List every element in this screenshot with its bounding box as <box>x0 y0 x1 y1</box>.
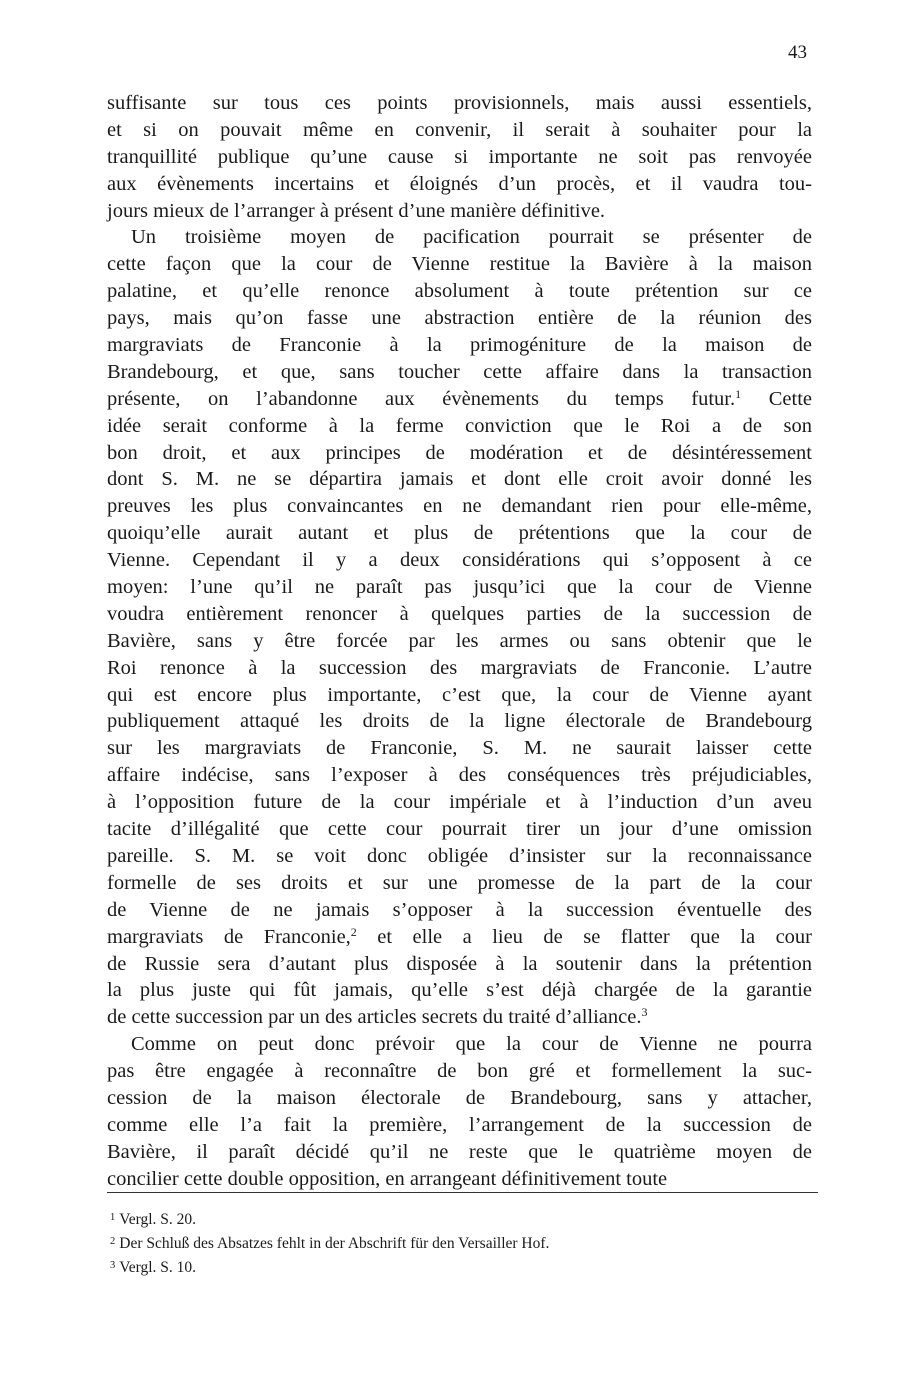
text-line <box>107 1004 812 1031</box>
footnote-separator <box>107 1192 818 1193</box>
line-text: Roi renonce à la succession des margraviats de Franconie. L’autre <box>107 656 812 679</box>
text-line <box>107 682 812 709</box>
line-text: tranquillité publique qu’une cause si importante ne soit pas renvoyée <box>107 145 812 168</box>
line-text: la plus juste qui fût jamais, qu’elle s’est déjà chargée de la garantie <box>107 979 812 1002</box>
line-text: dont S. M. ne se départira jamais et dont elle croit avoir donné les <box>107 468 812 491</box>
text-line <box>107 1031 812 1058</box>
line-text: et si on pouvait même en convenir, il serait à souhaiter pour la <box>107 118 812 141</box>
line-text: jours mieux de l’arranger à présent d’une manière définitive. <box>107 199 606 222</box>
text-line <box>107 332 812 359</box>
line-text: de cette succession par un des articles secrets du traité d’alliance. <box>107 1006 642 1029</box>
line-text: Un troisième moyen de pacification pourrait se présenter de <box>131 226 812 249</box>
text-line <box>107 359 812 386</box>
line-text: comme elle l’a fait la première, l’arrangement de la succession de <box>107 1113 812 1136</box>
text-line <box>107 520 812 547</box>
text-line <box>107 870 812 897</box>
line-text: Brandebourg, et que, sans toucher cette affaire dans la transaction <box>107 360 812 383</box>
line-text: pareille. S. M. se voit donc obligée d’insister sur la reconnaissance <box>107 844 812 867</box>
line-text: concilier cette double opposition, en arrangeant définitivement toute <box>107 1167 668 1190</box>
line-text: idée serait conforme à la ferme conviction que le Roi a de son <box>107 414 812 437</box>
text-line <box>107 924 812 951</box>
text-line <box>107 386 812 413</box>
line-text: de Russie sera d’autant plus disposée à la soutenir dans la prétention <box>107 952 812 975</box>
text-line <box>107 1166 812 1193</box>
text-line <box>107 1085 812 1112</box>
line-text: Vienne. Cependant il y a deux considérations qui s’opposent à ce <box>107 549 812 572</box>
text-line <box>107 1058 812 1085</box>
line-text: à l’opposition future de la cour impériale et à l’induction d’un aveu <box>107 791 812 814</box>
footnote-mark: 3 <box>110 1260 116 1271</box>
text-line <box>107 440 812 467</box>
text-line <box>107 735 812 762</box>
line-text: aux évènements incertains et éloignés d’un procès, et il vaudra tou- <box>107 172 812 195</box>
text-line <box>107 198 812 225</box>
text-line <box>107 655 812 682</box>
body-text <box>107 90 812 1193</box>
line-text: margraviats de Franconie, <box>107 925 351 948</box>
line-text: publiquement attaqué les droits de la ligne électorale de Brandebourg <box>107 710 812 733</box>
text-line <box>107 305 812 332</box>
line-text: preuves les plus convaincantes en ne demandant rien pour elle-même, <box>107 495 812 518</box>
text-line <box>107 897 812 924</box>
line-text: Comme on peut donc prévoir que la cour de Vienne ne pourra <box>131 1033 812 1056</box>
line-text: voudra entièrement renoncer à quelques parties de la succession de <box>107 602 812 625</box>
footnote <box>110 1254 810 1278</box>
line-text: pas être engagée à reconnaître de bon gré et formellement la suc- <box>107 1060 812 1083</box>
text-line <box>107 1139 812 1166</box>
line-text: tacite d’illégalité que cette cour pourrait tirer un jour d’une omission <box>107 818 812 841</box>
footnote-reference: 2 <box>350 924 357 939</box>
text-line <box>107 547 812 574</box>
footnote-text: Der Schluß des Absatzes fehlt in der Abschrift für den Versailler Hof. <box>119 1235 550 1252</box>
line-text: margraviats de Franconie à la primogéniture de la maison de <box>107 334 812 357</box>
line-text: cession de la maison électorale de Brandebourg, sans y attacher, <box>107 1086 812 1109</box>
text-line <box>107 117 812 144</box>
text-line <box>107 251 812 278</box>
line-text-continued: Cette <box>741 387 813 410</box>
footnote-reference: 3 <box>641 1005 648 1020</box>
line-text: pays, mais qu’on fasse une abstraction entière de la réunion des <box>107 307 812 330</box>
text-line <box>107 171 812 198</box>
page-number: 43 <box>788 42 807 63</box>
text-line <box>107 628 812 655</box>
line-text: sur les margraviats de Franconie, S. M. ne saurait laisser cette <box>107 737 812 760</box>
footnote-text: Vergl. S. 20. <box>119 1211 197 1228</box>
footnote <box>110 1206 810 1230</box>
footnotes <box>110 1206 810 1278</box>
line-text: de Vienne de ne jamais s’opposer à la succession éventuelle des <box>107 898 812 921</box>
line-text: formelle de ses droits et sur une promesse de la part de la cour <box>107 871 812 894</box>
text-line <box>107 977 812 1004</box>
line-text-continued: et elle a lieu de se flatter que la cour <box>356 925 812 948</box>
text-line <box>107 413 812 440</box>
text-line <box>107 951 812 978</box>
line-text: Bavière, il paraît décidé qu’il ne reste que le quatrième moyen de <box>107 1140 812 1163</box>
footnote-text: Vergl. S. 10. <box>119 1259 197 1276</box>
text-line <box>107 493 812 520</box>
line-text: bon droit, et aux principes de modération et de désintéressement <box>107 441 812 464</box>
footnote-mark: 1 <box>110 1212 116 1223</box>
line-text: moyen: l’une qu’il ne paraît pas jusqu’ici que la cour de Vienne <box>107 576 812 599</box>
line-text: qui est encore plus importante, c’est que, la cour de Vienne ayant <box>107 683 812 706</box>
footnote-reference: 1 <box>735 386 742 401</box>
paragraph <box>107 90 812 224</box>
line-text: affaire indécise, sans l’exposer à des conséquences très préjudiciables, <box>107 764 812 787</box>
text-line <box>107 708 812 735</box>
line-text: cette façon que la cour de Vienne restitue la Bavière à la maison <box>107 253 812 276</box>
line-text: présente, on l’abandonne aux évènements du temps futur. <box>107 387 736 410</box>
text-line <box>107 224 812 251</box>
paragraph <box>107 1031 812 1192</box>
footnote <box>110 1230 810 1254</box>
line-text: suffisante sur tous ces points provisionnels, mais aussi essentiels, <box>107 92 812 114</box>
text-line <box>107 601 812 628</box>
text-line <box>107 789 812 816</box>
text-line <box>107 816 812 843</box>
footnote-mark: 2 <box>110 1236 116 1247</box>
text-line <box>107 1112 812 1139</box>
text-line <box>107 843 812 870</box>
paragraph <box>107 224 812 1031</box>
text-line <box>107 90 812 117</box>
text-line <box>107 144 812 171</box>
line-text: Bavière, sans y être forcée par les armes ou sans obtenir que le <box>107 629 812 652</box>
text-line <box>107 762 812 789</box>
text-line <box>107 574 812 601</box>
text-line <box>107 466 812 493</box>
line-text: palatine, et qu’elle renonce absolument à toute prétention sur ce <box>107 280 812 303</box>
line-text: quoiqu’elle aurait autant et plus de prétentions que la cour de <box>107 522 812 545</box>
text-line <box>107 278 812 305</box>
